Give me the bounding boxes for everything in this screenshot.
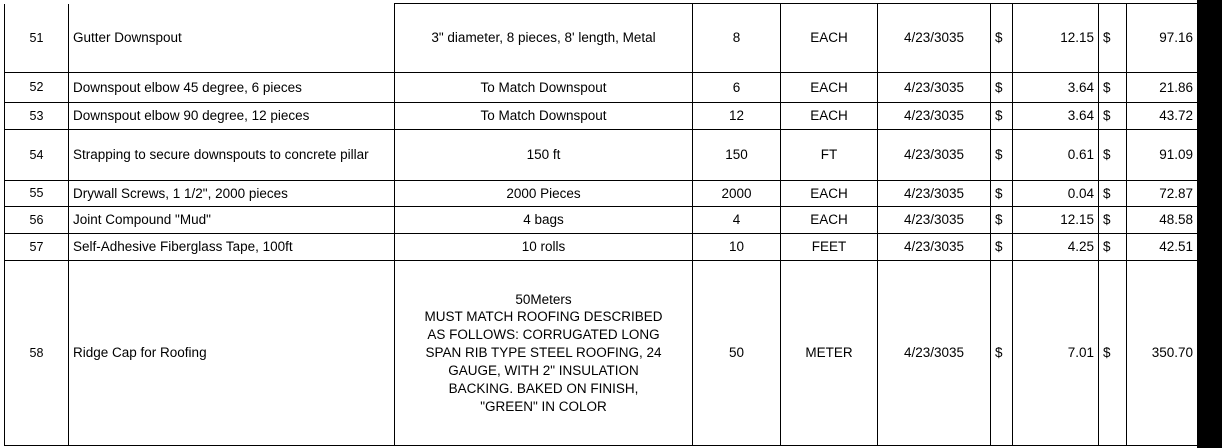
total-cell[interactable]: 350.70 [1127, 261, 1198, 446]
unit-price-cell[interactable]: 4.25 [1013, 234, 1099, 261]
total-currency-cell[interactable]: $ [1099, 130, 1127, 181]
date-cell[interactable]: 4/23/3035 [878, 130, 991, 181]
right-edge-filled-column [1197, 0, 1222, 448]
unit-price-currency-cell[interactable]: $ [991, 4, 1013, 73]
item-name-cell[interactable]: Self-Adhesive Fiberglass Tape, 100ft [69, 234, 395, 261]
total-cell[interactable]: 72.87 [1127, 181, 1198, 207]
description-cell[interactable]: 4 bags [395, 207, 693, 234]
total-currency-cell[interactable]: $ [1099, 103, 1127, 130]
unit-price-currency-cell[interactable]: $ [991, 130, 1013, 181]
line-items-table [4, 3, 1198, 446]
unit-cell[interactable]: FT [781, 130, 878, 181]
table-row[interactable] [5, 103, 1198, 130]
item-name-cell[interactable]: Strapping to secure downspouts to concrete pillar [69, 130, 395, 181]
unit-cell[interactable]: EACH [781, 4, 878, 73]
description-cell[interactable]: 2000 Pieces [395, 181, 693, 207]
total-cell[interactable]: 42.51 [1127, 234, 1198, 261]
row-number-cell[interactable]: 58 [5, 261, 69, 446]
quantity-cell[interactable]: 2000 [693, 181, 781, 207]
table-row[interactable] [5, 4, 1198, 73]
unit-cell[interactable]: EACH [781, 73, 878, 103]
unit-price-cell[interactable]: 12.15 [1013, 207, 1099, 234]
unit-price-cell[interactable]: 3.64 [1013, 73, 1099, 103]
item-name-cell[interactable]: Downspout elbow 45 degree, 6 pieces [69, 73, 395, 103]
total-currency-cell[interactable]: $ [1099, 181, 1127, 207]
date-cell[interactable]: 4/23/3035 [878, 234, 991, 261]
total-cell[interactable]: 97.16 [1127, 4, 1198, 73]
unit-price-cell[interactable]: 0.04 [1013, 181, 1099, 207]
table-row[interactable] [5, 73, 1198, 103]
unit-price-cell[interactable]: 12.15 [1013, 4, 1099, 73]
quantity-cell[interactable]: 8 [693, 4, 781, 73]
total-currency-cell[interactable]: $ [1099, 73, 1127, 103]
unit-cell[interactable]: EACH [781, 181, 878, 207]
table-row[interactable] [5, 181, 1198, 207]
total-cell[interactable]: 21.86 [1127, 73, 1198, 103]
date-cell[interactable]: 4/23/3035 [878, 73, 991, 103]
total-currency-cell[interactable]: $ [1099, 261, 1127, 446]
unit-price-cell[interactable]: 3.64 [1013, 103, 1099, 130]
description-cell[interactable]: 150 ft [395, 130, 693, 181]
date-cell[interactable]: 4/23/3035 [878, 4, 991, 73]
total-currency-cell[interactable]: $ [1099, 4, 1127, 73]
row-number-cell[interactable]: 52 [5, 73, 69, 103]
row-number-cell[interactable]: 55 [5, 181, 69, 207]
total-cell[interactable]: 48.58 [1127, 207, 1198, 234]
unit-cell[interactable]: EACH [781, 103, 878, 130]
description-cell[interactable]: 3" diameter, 8 pieces, 8' length, Metal [395, 4, 693, 73]
date-cell[interactable]: 4/23/3035 [878, 181, 991, 207]
total-currency-cell[interactable]: $ [1099, 234, 1127, 261]
row-number-cell[interactable]: 51 [5, 4, 69, 73]
item-name-cell[interactable]: Joint Compound "Mud" [69, 207, 395, 234]
unit-cell[interactable]: FEET [781, 234, 878, 261]
unit-price-currency-cell[interactable]: $ [991, 234, 1013, 261]
unit-price-currency-cell[interactable]: $ [991, 261, 1013, 446]
row-number-cell[interactable]: 54 [5, 130, 69, 181]
description-cell[interactable]: To Match Downspout [395, 73, 693, 103]
table-body [5, 4, 1198, 446]
quantity-cell[interactable]: 12 [693, 103, 781, 130]
quantity-cell[interactable]: 150 [693, 130, 781, 181]
table-row[interactable] [5, 261, 1198, 446]
quantity-cell[interactable]: 4 [693, 207, 781, 234]
unit-price-cell[interactable]: 7.01 [1013, 261, 1099, 446]
quantity-cell[interactable]: 10 [693, 234, 781, 261]
total-currency-cell[interactable]: $ [1099, 207, 1127, 234]
description-cell[interactable]: To Match Downspout [395, 103, 693, 130]
unit-price-currency-cell[interactable]: $ [991, 73, 1013, 103]
unit-cell[interactable]: EACH [781, 207, 878, 234]
unit-price-currency-cell[interactable]: $ [991, 207, 1013, 234]
table-row[interactable] [5, 130, 1198, 181]
item-name-cell[interactable]: Ridge Cap for Roofing [69, 261, 395, 446]
date-cell[interactable]: 4/23/3035 [878, 261, 991, 446]
row-number-cell[interactable]: 56 [5, 207, 69, 234]
unit-price-currency-cell[interactable]: $ [991, 103, 1013, 130]
row-number-cell[interactable]: 57 [5, 234, 69, 261]
row-number-cell[interactable]: 53 [5, 103, 69, 130]
table-row[interactable] [5, 234, 1198, 261]
unit-price-cell[interactable]: 0.61 [1013, 130, 1099, 181]
total-cell[interactable]: 91.09 [1127, 130, 1198, 181]
date-cell[interactable]: 4/23/3035 [878, 207, 991, 234]
item-name-cell[interactable]: Gutter Downspout [69, 4, 395, 73]
description-cell[interactable]: 50Meters MUST MATCH ROOFING DESCRIBED AS FOLLOWS: CORRUGATED LONG SPAN RIB TYPE STEEL ROOFING, 24 GAUGE, WITH 2" INSULATION BACKING. BAKED ON FINISH, "GREEN" IN COLOR [395, 261, 693, 446]
unit-price-currency-cell[interactable]: $ [991, 181, 1013, 207]
total-cell[interactable]: 43.72 [1127, 103, 1198, 130]
quantity-cell[interactable]: 50 [693, 261, 781, 446]
date-cell[interactable]: 4/23/3035 [878, 103, 991, 130]
item-name-cell[interactable]: Drywall Screws, 1 1/2", 2000 pieces [69, 181, 395, 207]
item-name-cell[interactable]: Downspout elbow 90 degree, 12 pieces [69, 103, 395, 130]
quantity-cell[interactable]: 6 [693, 73, 781, 103]
description-cell[interactable]: 10 rolls [395, 234, 693, 261]
table-row[interactable] [5, 207, 1198, 234]
unit-cell[interactable]: METER [781, 261, 878, 446]
